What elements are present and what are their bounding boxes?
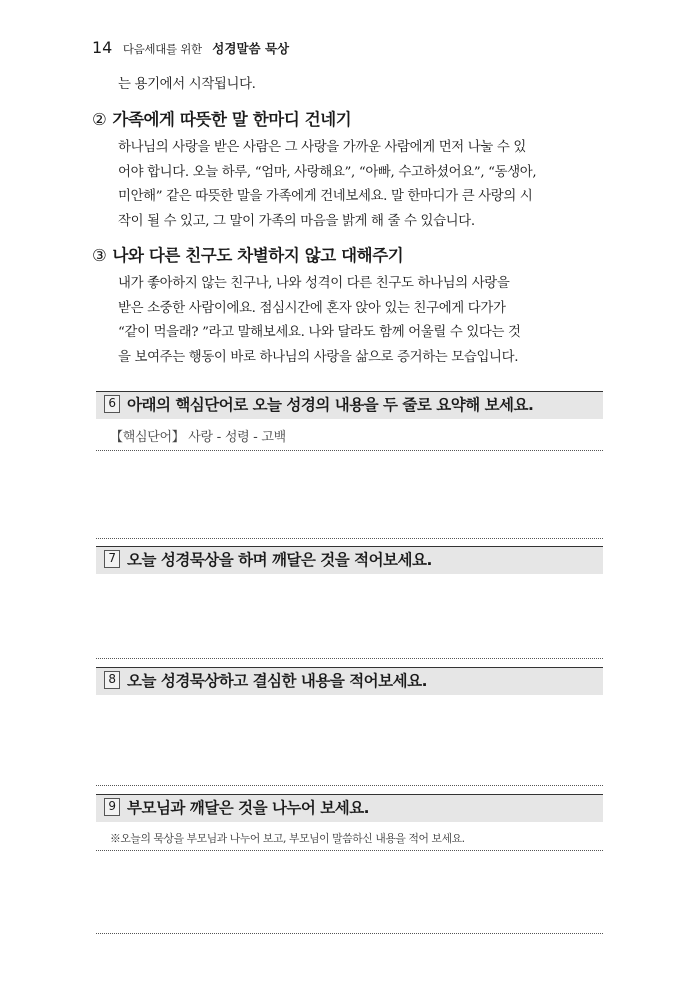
section-3-title: 나와 다른 친구도 차별하지 않고 대해주기	[112, 246, 404, 265]
question-7-text: 오늘 성경묵상을 하며 깨달은 것을 적어보세요.	[127, 551, 432, 569]
question-8-bar	[96, 667, 603, 695]
question-9-text: 부모님과 깨달은 것을 나누어 보세요.	[127, 799, 370, 817]
section-2-heading	[92, 106, 351, 130]
answer-line	[96, 450, 603, 451]
question-6-text: 아래의 핵심단어로 오늘 성경의 내용을 두 줄로 요약해 보세요.	[127, 396, 534, 414]
question-number-box: 6	[104, 395, 120, 413]
answer-line	[96, 538, 603, 539]
section-3-line: 을 보여주는 행동이 바로 하나님의 사랑을 삶으로 증거하는 모습입니다.	[118, 349, 519, 365]
section-3-line: “같이 먹을래? ”라고 말해보세요. 나와 달라도 함께 어울릴 수 있다는 것	[118, 325, 521, 340]
question-7-bar	[96, 546, 603, 574]
note-text: ※오늘의 묵상을 부모님과 나누어 보고, 부모님이 말씀하신 내용을 적어 보세요.	[110, 832, 465, 845]
section-3-line: 받은 소중한 사람이에요. 점심시간에 혼자 앉아 있는 친구에게 다가가	[118, 300, 506, 316]
answer-line	[96, 785, 603, 786]
section-2-title: 가족에게 따뜻한 말 한마디 건네기	[112, 110, 352, 129]
keywords-line: 【핵심단어】 사랑 - 성령 - 고백	[110, 430, 286, 445]
section-2-line: 어야 합니다. 오늘 하루, “엄마, 사랑해요”, “아빠, 수고하셨어요”, “동생아,	[118, 164, 537, 180]
page-header	[92, 38, 289, 57]
section-2-line: 미안해” 같은 따뜻한 말을 가족에게 건네보세요. 말 한마디가 큰 사랑의 시	[118, 189, 533, 204]
answer-line	[96, 658, 603, 659]
question-number-box: 9	[104, 798, 120, 816]
section-2-body	[118, 136, 604, 234]
section-3-line: 내가 좋아하지 않는 친구나, 나와 성격이 다른 친구도 하나님의 사랑을	[118, 276, 510, 291]
intro-line: 는 용기에서 시작됩니다.	[118, 77, 256, 92]
question-9-bar	[96, 794, 603, 822]
section-3-body	[118, 272, 604, 370]
question-8-text: 오늘 성경묵상하고 결심한 내용을 적어보세요.	[127, 672, 427, 690]
answer-line	[96, 850, 603, 851]
section-2-number: ②	[92, 110, 107, 129]
answer-line	[96, 933, 603, 934]
page-number: 14	[92, 38, 113, 57]
question-6-bar	[96, 391, 603, 419]
series-title: 다음세대를 위한	[122, 42, 202, 56]
book-title: 성경말씀 묵상	[212, 41, 290, 56]
section-3-number: ③	[92, 246, 107, 265]
section-3-heading	[92, 242, 403, 266]
section-2-line: 하나님의 사랑을 받은 사람은 그 사랑을 가까운 사람에게 먼저 나눌 수 있	[118, 140, 526, 155]
question-number-box: 8	[104, 671, 120, 689]
question-number-box: 7	[104, 550, 120, 568]
section-2-line: 작이 될 수 있고, 그 말이 가족의 마음을 밝게 해 줄 수 있습니다.	[118, 213, 475, 229]
